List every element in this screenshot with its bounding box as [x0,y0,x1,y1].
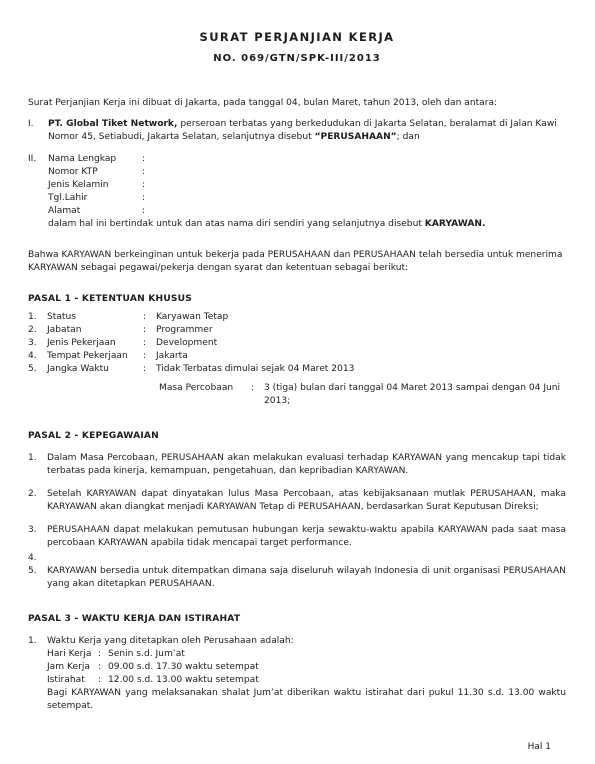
employee-alias: KARYAWAN. [424,219,486,229]
item-text [47,552,566,565]
field-label: Nama Lengkap [48,154,117,164]
item-colon: : [143,338,147,348]
item-value: Development [156,338,218,348]
item-colon: : [143,325,147,335]
field-row [48,153,566,166]
pasal-2-list [28,452,566,591]
probation-period [159,382,566,408]
intro-paragraph: Surat Perjanjian Kerja ini dibuat di Jakarta, pada tanggal 04, bulan Maret, tahun 2013, oleh dan antara: [28,98,498,108]
company-description: perseroan terbatas yang berkedudukan di Jakarta Selatan, beralamat di Jalan Kawi Nomor 45, Setiabudi, Jakarta Selatan, selanjutnya disebut [48,119,557,142]
item-number: 1. [28,312,37,322]
work-time-table [47,648,566,687]
work-time-intro: Waktu Kerja yang ditetapkan oleh Perusahaan adalah: [47,636,294,646]
document-title: SURAT PERJANJIAN KERJA [199,30,395,44]
party-two-number: II. [28,154,37,164]
item-value: Programmer [156,325,213,335]
item-label: Tempat Pekerjaan [47,351,128,361]
field-label: Nomor KTP [48,167,98,177]
work-time-label: Jam Kerja [47,662,90,672]
probation-value: 3 (tiga) bulan dari tanggal 04 Maret 2013 sampai dengan 04 Juni 2013; [264,383,561,406]
work-time-colon: : [98,662,102,672]
list-item [28,635,566,713]
item-colon: : [143,364,147,374]
friday-prayer-note: Bagi KARYAWAN yang melaksanakan shalat Jum’at diberikan waktu istirahat dari pukul 11.30 s.d. 13.00 waktu setempat. [47,688,566,711]
list-item [28,488,566,514]
pasal-3-title: PASAL 3 - WAKTU KERJA DAN ISTIRAHAT [28,614,241,624]
party-one-end: ; dan [396,132,420,142]
item-label: Jenis Pekerjaan [47,338,116,348]
item-number: 5. [28,364,37,374]
field-colon: : [142,180,146,190]
field-row [48,179,566,192]
pasal-1-title: PASAL 1 - KETENTUAN KHUSUS [28,294,192,304]
list-item [28,363,566,376]
field-label: Alamat [48,206,81,216]
work-time-value: Senin s.d. Jum’at [108,649,185,659]
work-time-label: Istirahat [47,675,85,685]
list-item [28,324,566,337]
field-colon: : [142,206,146,216]
field-label: Tgl.Lahir [48,193,88,203]
list-item [28,311,566,324]
item-number: 4. [28,351,37,361]
page-number: Hal 1 [527,742,551,752]
item-colon: : [143,351,147,361]
item-number: 2. [28,489,37,499]
party-two [28,153,566,231]
item-value: Jakarta [156,351,188,361]
item-text: Setelah KARYAWAN dapat dinyatakan lulus Masa Percobaan, atas kebijaksanaan mutlak PERUSAHAAN, maka KARYAWAN akan diangkat menjadi KARYAWAN Tetap di PERUSAHAAN, berdasarkan Surat Keputusan Direksi; [47,489,566,512]
probation-label: Masa Percobaan [159,383,234,393]
work-time-row [47,648,566,661]
list-item [28,337,566,350]
party-one [28,118,566,144]
item-number: 1. [28,453,37,463]
item-label: Status [47,312,76,322]
party-one-text [48,118,566,144]
pasal-2-title: PASAL 2 - KEPEGAWAIAN [28,431,159,441]
work-time-row [47,674,566,687]
item-number: 2. [28,325,37,335]
item-text: PERUSAHAAN dapat melakukan pemutusan hubungan kerja sewaktu-waktu apabila KARYAWAN pada saat masa percobaan KARYAWAN apabila tidak mencapai target performance. [47,525,566,548]
list-item [28,452,566,478]
work-time-value: 09.00 s.d. 17.30 waktu setempat [108,662,259,672]
closing-text: dalam hal ini bertindak untuk dan atas nama diri sendiri yang selanjutnya disebut [48,219,425,229]
field-row [48,192,566,205]
item-body [47,635,566,713]
list-item [28,524,566,550]
work-time-label: Hari Kerja [47,649,92,659]
party-two-fields [48,153,566,218]
item-number: 1. [28,636,37,646]
pasal-3-list [28,635,566,713]
item-label: Jabatan [47,325,82,335]
item-value: Tidak Terbatas dimulai sejak 04 Maret 2013 [156,364,355,374]
work-time-colon: : [98,649,102,659]
item-text: Dalam Masa Percobaan, PERUSAHAAN akan melakukan evaluasi terhadap KARYAWAN yang mencakup tapi tidak terbatas pada kinerja, kemampuan, pengetahuan, dan kepribadian KARYAWAN. [47,453,566,476]
item-label: Jangka Waktu [47,364,109,374]
item-number: 5. [28,566,37,576]
field-colon: : [142,154,146,164]
field-row [48,166,566,179]
statement-paragraph: Bahwa KARYAWAN berkeinginan untuk bekerja pada PERUSAHAAN dan PERUSAHAAN telah bersedia untuk menerima KARYAWAN sebagai pegawai/pekerja dengan syarat dan ketentuan sebagai berikut: [28,250,563,273]
field-label: Jenis Kelamin [48,180,109,190]
party-two-body [48,153,566,231]
field-row [48,205,566,218]
list-item [28,552,566,565]
probation-colon: : [251,383,255,393]
party-one-number: I. [28,119,34,129]
company-alias: “PERUSAHAAN” [314,132,397,142]
pasal-1-list [28,311,566,376]
item-number: 3. [28,525,37,535]
item-number: 4. [28,553,37,563]
party-two-closing [48,218,566,231]
item-colon: : [143,312,147,322]
work-time-colon: : [98,675,102,685]
item-number: 3. [28,338,37,348]
list-item [28,350,566,363]
work-time-row [47,661,566,674]
field-colon: : [142,193,146,203]
item-value: Karyawan Tetap [156,312,229,322]
company-name: PT. Global Tiket Network, [48,119,178,129]
item-text: KARYAWAN bersedia untuk ditempatkan dimana saja diseluruh wilayah Indonesia di unit organisasi PERUSAHAAN yang akan ditetapkan PERUSAHAAN. [47,566,566,589]
list-item [28,565,566,591]
work-time-value: 12.00 s.d. 13.00 waktu setempat [108,675,259,685]
document-number: NO. 069/GTN/SPK-III/2013 [213,53,381,64]
field-colon: : [142,167,146,177]
